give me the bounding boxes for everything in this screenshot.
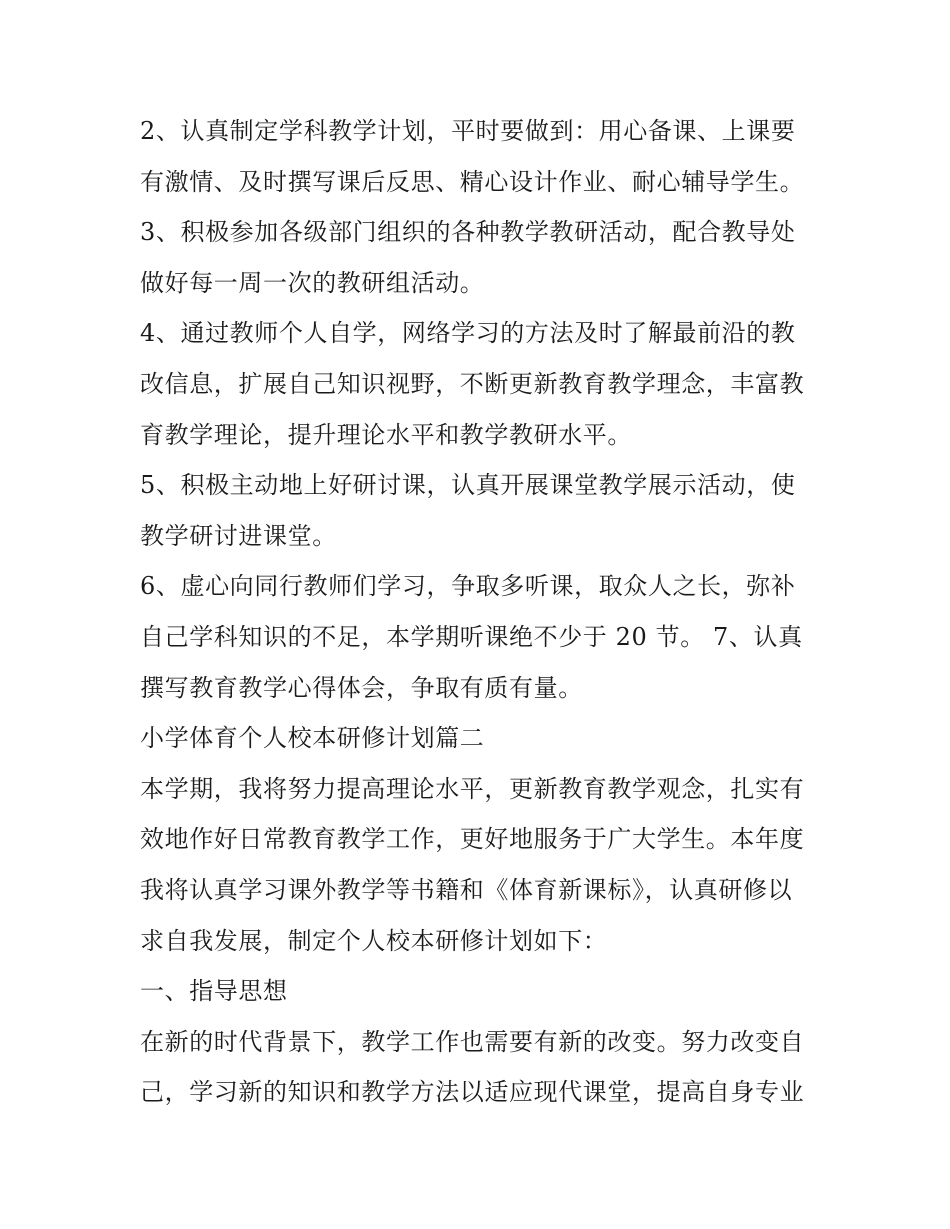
section-heading: 小学体育个人校本研修计划篇二 (140, 724, 485, 753)
text-line: 效地作好日常教育教学工作，更好地服务于广大学生。本年度 (140, 825, 805, 854)
text-line: 有激情、及时撰写课后反思、精心设计作业、耐心辅导学生。 (140, 167, 805, 196)
text-line: 自己学科知识的不足，本学期听课绝不少于 20 节。 7、认真 (140, 622, 803, 651)
text-line: 育教学理论，提升理论水平和教学教研水平。 (140, 420, 632, 449)
text-line: 6、虚心向同行教师们学习，争取多听课，取众人之长，弥补 (140, 572, 796, 601)
section-heading: 一、指导思想 (140, 977, 288, 1006)
text-line: 4、通过教师个人自学，网络学习的方法及时了解最前沿的教 (140, 319, 796, 348)
text-line: 教学研讨进课堂。 (140, 521, 337, 550)
text-line: 撰写教育教学心得体会，争取有质有量。 (140, 673, 583, 702)
text-line: 求自我发展，制定个人校本研修计划如下： (140, 926, 608, 955)
text-line: 本学期，我将努力提高理论水平，更新教育教学观念，扎实有 (140, 774, 805, 803)
text-line: 己，学习新的知识和教学方法以适应现代课堂，提高自身专业 (140, 1078, 805, 1107)
text-line: 改信息，扩展自己知识视野，不断更新教育教学理念，丰富教 (140, 369, 805, 398)
text-line: 3、积极参加各级部门组织的各种教学教研活动，配合教导处 (140, 218, 796, 247)
text-line: 在新的时代背景下，教学工作也需要有新的改变。努力改变自 (140, 1027, 805, 1056)
text-line: 我将认真学习课外教学等书籍和《体育新课标》，认真研修以 (140, 875, 793, 904)
text-line: 2、认真制定学科教学计划，平时要做到：用心备课、上课要 (140, 117, 796, 145)
document-body (140, 106, 820, 1118)
text-line: 5、积极主动地上好研讨课，认真开展课堂教学展示活动，使 (140, 471, 796, 500)
text-line: 做好每一周一次的教研组活动。 (140, 268, 485, 297)
